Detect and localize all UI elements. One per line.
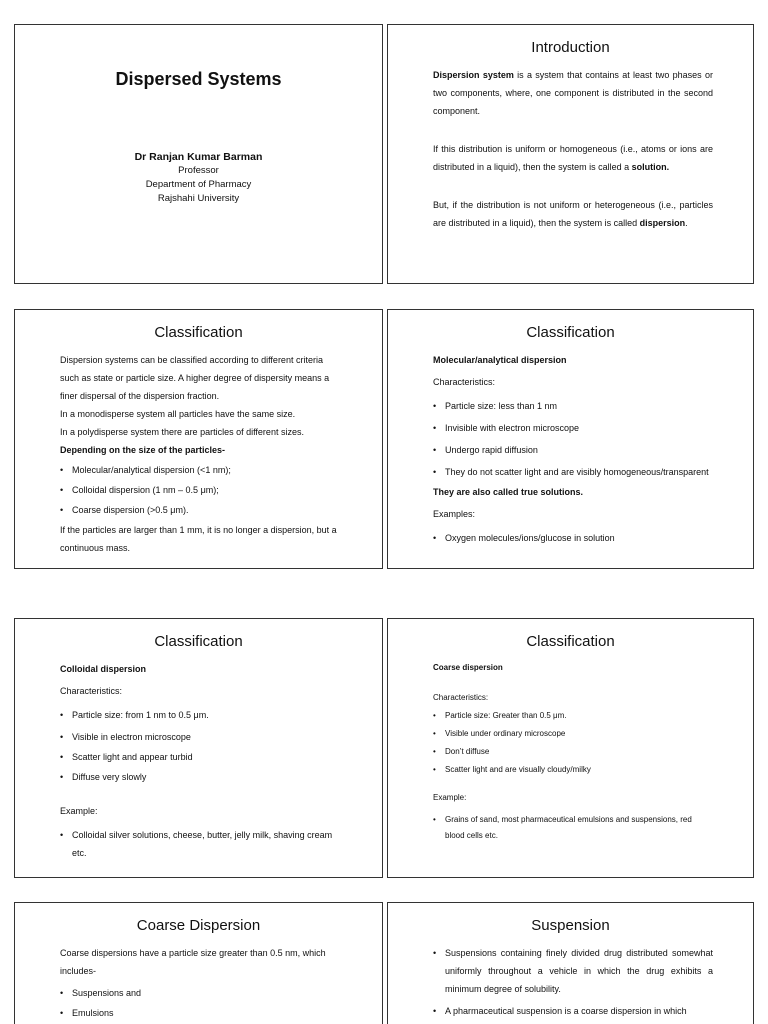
author-department: Department of Pharmacy (145, 179, 252, 190)
note-true-solutions: They are also called true solutions. (433, 487, 584, 497)
slide-body (15, 660, 382, 862)
slide-heading: Suspension (531, 917, 610, 934)
slide-title-page (14, 24, 383, 284)
subheading: Coarse dispersion (433, 663, 503, 672)
slide-heading: Classification (526, 633, 615, 650)
characteristics-label: Characteristics: (433, 693, 489, 702)
bullet-list (60, 461, 342, 519)
slide-heading: Coarse Dispersion (136, 917, 261, 934)
examples-label: Example: (433, 793, 467, 802)
slide-body (388, 351, 753, 547)
text-line: Dispersion systems can be classified according to different criteria such as state or particle size. A higher degree of dispersity means a finer dispersal of the dispersion fraction. (60, 355, 330, 401)
subheading: Molecular/analytical dispersion (433, 355, 567, 365)
slide-heading: Classification (154, 633, 243, 650)
author-university: Rajshahi University (157, 193, 240, 204)
presentation-title: Dispersed Systems (115, 69, 282, 89)
examples-label: Examples: (433, 509, 476, 519)
slide-body (15, 351, 382, 557)
bullet-list (60, 984, 342, 1022)
examples-list (433, 812, 713, 844)
list-item: • Suspensions containing finely divided drug distributed somewhat uniformly throughout a vehicle in which the drug exhibits a minimum degree of solubility. (433, 944, 713, 998)
list-item: • Oxygen molecules/ions/glucose in solution (433, 529, 713, 547)
list-item: • Suspensions and (60, 984, 342, 1002)
slide-body (388, 944, 753, 1020)
slide-colloidal-dispersion (14, 618, 383, 878)
list-item: • Scatter light and appear turbid (60, 748, 342, 766)
list-item: • Invisible with electron microscope (433, 419, 713, 437)
bullet-list (60, 706, 342, 786)
closing-text: If the particles are larger than 1 mm, it is no longer a dispersion, but a continuous mass. (60, 525, 337, 553)
term-dispersion-system: Dispersion system (433, 70, 514, 80)
term-dispersion: dispersion (639, 218, 686, 228)
bullet-list (433, 397, 713, 481)
list-item: • Molecular/analytical dispersion (<1 nm); (60, 461, 342, 479)
list-item: • Grains of sand, most pharmaceutical emulsions and suspensions, red blood cells etc. (433, 812, 713, 844)
slide-heading: Classification (154, 324, 243, 341)
subheading: Depending on the size of the particles- (60, 445, 226, 455)
intro-paragraph-2: If this distribution is uniform or homogeneous (i.e., atoms or ions are distributed in a liquid), then the system is called a solution. (433, 144, 713, 172)
examples-list (433, 529, 713, 547)
slide-molecular-dispersion (387, 309, 754, 569)
slide-classification-overview (14, 309, 383, 569)
list-item: • Visible in electron microscope (60, 728, 342, 746)
examples-list (60, 826, 342, 862)
slide-heading: Introduction (531, 39, 610, 56)
slide-body (388, 660, 753, 844)
list-item: • A pharmaceutical suspension is a coarse dispersion in which (433, 1002, 713, 1020)
slide-body (388, 66, 753, 232)
slide-heading: Classification (526, 324, 615, 341)
intro-text: Coarse dispersions have a particle size greater than 0.5 nm, which includes- (60, 948, 326, 976)
slide-introduction (387, 24, 754, 284)
list-item: • Particle size: Greater than 0.5 μm. (433, 708, 713, 724)
slide-coarse-dispersion-types (14, 902, 383, 1024)
slide-body (15, 944, 382, 1022)
author-position: Professor (178, 165, 219, 176)
list-item: • They do not scatter light and are visibly homogeneous/transparent (433, 463, 713, 481)
list-item: • Particle size: less than 1 nm (433, 397, 713, 415)
characteristics-label: Characteristics: (433, 377, 496, 387)
list-item: • Particle size: from 1 nm to 0.5 μm. (60, 706, 342, 724)
list-item: • Coarse dispersion (>0.5 μm). (60, 501, 342, 519)
list-item: • Undergo rapid diffusion (433, 441, 713, 459)
intro-paragraph-1: Dispersion system is a system that contains at least two phases or two components, where, one component is distributed in the second component. (433, 70, 713, 116)
examples-label: Example: (60, 806, 98, 816)
intro-paragraph-3: But, if the distribution is not uniform or heterogeneous (i.e., particles are distributed in a liquid), then the system is called dispersion. (433, 200, 713, 228)
author-block (15, 150, 382, 206)
list-item: • Colloidal dispersion (1 nm – 0.5 μm); (60, 481, 342, 499)
bullet-list (433, 944, 713, 1020)
term-solution: solution. (631, 162, 670, 172)
list-item: • Visible under ordinary microscope (433, 726, 713, 742)
list-item: • Diffuse very slowly (60, 768, 342, 786)
slide-coarse-dispersion (387, 618, 754, 878)
slide-suspension (387, 902, 754, 1024)
characteristics-label: Characteristics: (60, 686, 123, 696)
list-item: • Don’t diffuse (433, 744, 713, 760)
list-item: • Colloidal silver solutions, cheese, butter, jelly milk, shaving cream etc. (60, 826, 342, 862)
text-line: In a polydisperse system there are particles of different sizes. (60, 427, 304, 437)
text-line: In a monodisperse system all particles have the same size. (60, 409, 296, 419)
subheading: Colloidal dispersion (60, 664, 147, 674)
list-item: • Scatter light and are visually cloudy/milky (433, 762, 713, 778)
author-name: Dr Ranjan Kumar Barman (134, 151, 263, 163)
list-item: • Emulsions (60, 1004, 342, 1022)
bullet-list (433, 708, 713, 778)
